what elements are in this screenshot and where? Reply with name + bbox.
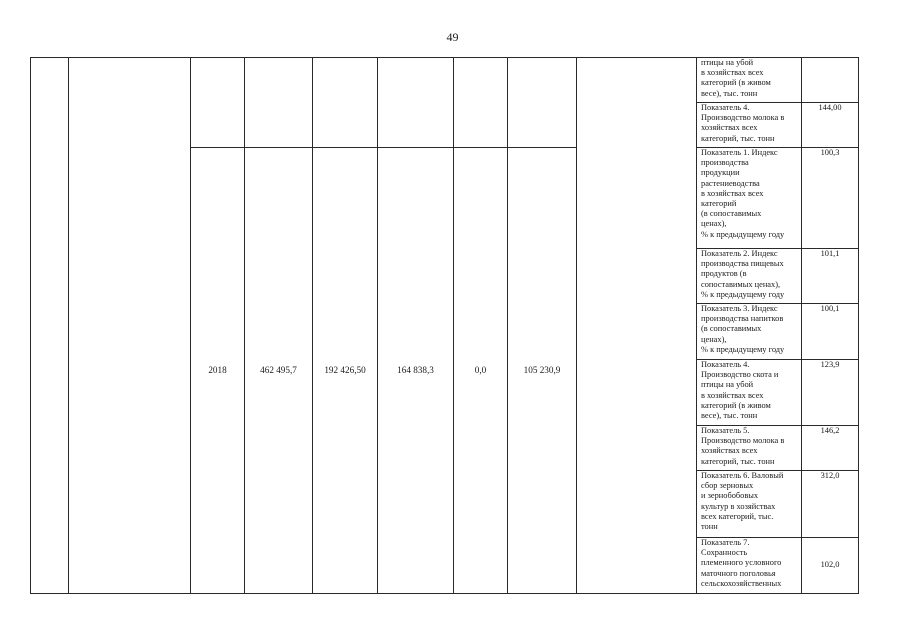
indicator-name-cell [697, 148, 802, 249]
indicator-name: Показатель 3. Индекс производства напитков (в сопоставимых ценах), % к предыдущему году [701, 304, 785, 354]
indicator-name: птицы на убой в хозяйствах всех категорий (в живом весе), тыс. тонн [701, 58, 771, 98]
indicator-name-cell [697, 103, 802, 148]
indicator-value: 101,1 [820, 249, 840, 258]
indicator-value: 100,1 [820, 304, 840, 313]
indicator-name: Показатель 5. Производство молока в хозяйствах всех категорий, тыс. тонн [701, 426, 785, 466]
indicator-name-cell [697, 58, 802, 103]
indicator-name-cell [697, 360, 802, 426]
indicator-name-cell [697, 304, 802, 360]
indicator-value: 312,0 [820, 471, 840, 480]
indicator-name-cell [697, 426, 802, 471]
year-cell-prev [191, 58, 245, 148]
budget-table [30, 57, 859, 594]
indicator-value: 123,9 [820, 360, 840, 369]
page-number: 49 [446, 30, 459, 44]
table-row [31, 58, 859, 103]
total-cell-prev [245, 58, 313, 148]
other-cell: 105 230,9 [508, 148, 577, 594]
regional-cell-prev [378, 58, 454, 148]
executor-cell [577, 58, 697, 594]
indicator-name: Показатель 4. Производство молока в хозяйствах всех категорий, тыс. тонн [701, 103, 785, 143]
indicator-value: 100,3 [820, 148, 840, 157]
indicator-name: Показатель 7. Сохранность племенного условного маточного поголовья сельскохозяйственных [701, 538, 782, 588]
indicator-name-cell [697, 471, 802, 538]
indicator-value-cell [802, 360, 859, 426]
indicator-name: Показатель 4. Производство скота и птицы на убой в хозяйствах всех категорий (в живом весе), тыс. тонн [701, 360, 779, 421]
indicator-value-cell [802, 148, 859, 249]
indicator-value-cell [802, 426, 859, 471]
indicator-value-cell [802, 103, 859, 148]
indicator-value-cell [802, 304, 859, 360]
local-cell: 0,0 [454, 148, 508, 594]
federal-cell-prev [313, 58, 378, 148]
indicator-name-cell [697, 538, 802, 594]
indicator-value: 144,00 [818, 103, 842, 112]
indicator-name: Показатель 6. Валовый сбор зерновых и зернобобовых культур в хозяйствах всех категорий, тыс. тонн [701, 471, 784, 532]
indicator-name-cell [697, 249, 802, 304]
local-cell-prev [454, 58, 508, 148]
indicator-name: Показатель 2. Индекс производства пищевых продуктов (в сопоставимых ценах), % к предыдущему году [701, 249, 785, 299]
year-cell: 2018 [191, 148, 245, 594]
program-name-cell [69, 58, 191, 594]
indicator-value-cell [802, 471, 859, 538]
regional-cell: 164 838,3 [378, 148, 454, 594]
indicator-value-cell [802, 538, 859, 594]
indicator-value: 102,0 [820, 560, 840, 570]
indicator-value: 146,2 [820, 426, 840, 435]
total-cell: 462 495,7 [245, 148, 313, 594]
indicator-value-cell [802, 58, 859, 103]
number-cell [31, 58, 69, 594]
federal-cell: 192 426,50 [313, 148, 378, 594]
indicator-name: Показатель 1. Индекс производства продукции растениеводства в хозяйствах всех категорий (в сопоставимых ценах), % к предыдущему году [701, 148, 785, 239]
other-cell-prev [508, 58, 577, 148]
indicator-value-cell [802, 249, 859, 304]
